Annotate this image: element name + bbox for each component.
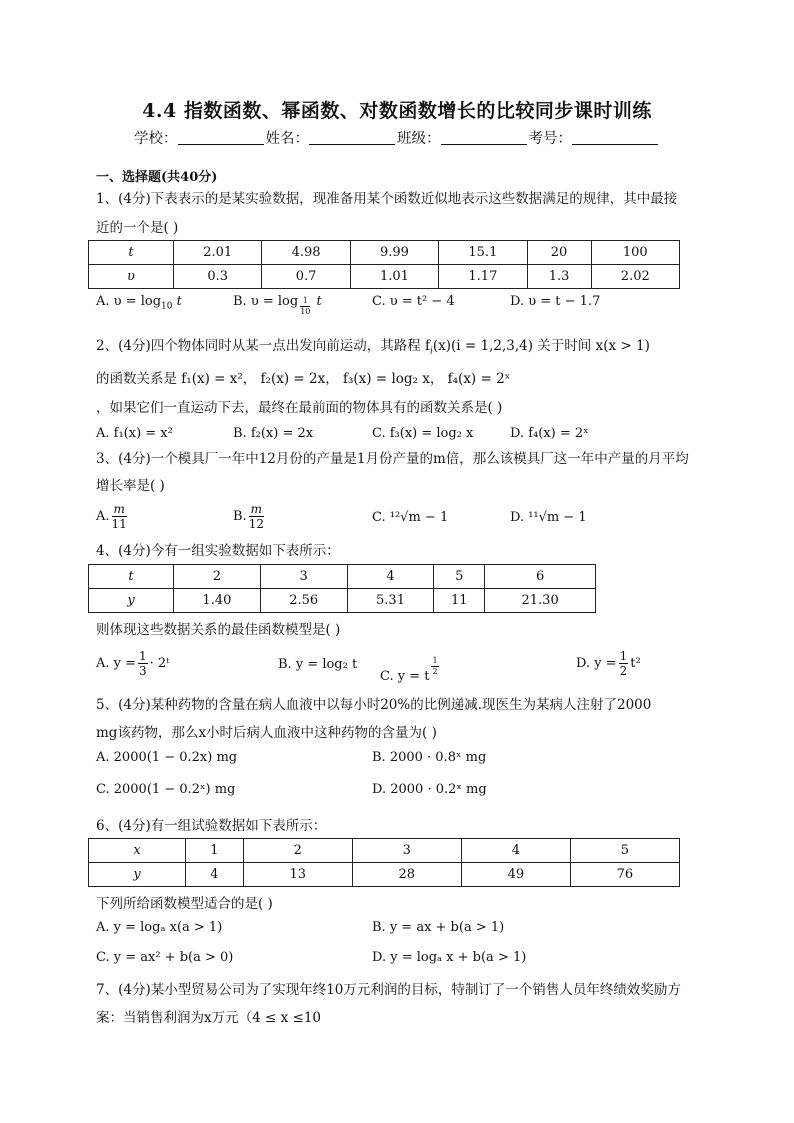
table-cell: 1 bbox=[186, 839, 244, 863]
q4-stem-line2: 则体现这些数据关系的最佳函数模型是( ) bbox=[96, 622, 341, 638]
q4-option-d[interactable]: D. y = $\frac{1}{2}$ t² bbox=[576, 649, 641, 678]
table-cell: 1.17 bbox=[439, 265, 527, 289]
table-cell: 2.01 bbox=[174, 241, 262, 265]
table-cell: 2.56 bbox=[260, 589, 347, 613]
table-cell: 49 bbox=[461, 863, 570, 887]
table-cell: 100 bbox=[591, 241, 679, 265]
q4-table bbox=[88, 564, 596, 613]
q1-stem-line1: 1、(4分)下表表示的是某实验数据，现准备用某个函数近似地表示这些数据满足的规律，其中最接 bbox=[96, 191, 678, 207]
table-cell: 5 bbox=[434, 565, 485, 589]
q6-option-c[interactable]: C. y = ax² + b(a > 0) bbox=[96, 950, 234, 965]
id-blank[interactable] bbox=[572, 130, 658, 145]
q3-option-b[interactable]: B. $\frac{m}{12}$ bbox=[233, 502, 264, 531]
table-cell: y bbox=[89, 589, 174, 613]
q3-stem-line2: 增长率是( ) bbox=[96, 478, 165, 494]
class-blank[interactable] bbox=[441, 130, 527, 145]
table-cell: 1.01 bbox=[350, 265, 438, 289]
q2-option-a[interactable]: A. f₁(x) = x² bbox=[96, 426, 173, 441]
school-blank[interactable] bbox=[178, 130, 264, 145]
table-cell: 76 bbox=[570, 863, 679, 887]
class-label: 班级： bbox=[397, 131, 441, 147]
table-cell: 9.99 bbox=[350, 241, 438, 265]
q2-stem-line3: ，如果它们一直运动下去，最终在最前面的物体具有的函数关系是( ) bbox=[96, 400, 503, 416]
table-cell: x bbox=[89, 839, 186, 863]
id-label: 考号： bbox=[528, 131, 572, 147]
q1-stem-line2: 近的一个是( ) bbox=[96, 220, 179, 236]
q6-option-d[interactable]: D. y = logₐ x + b(a > 1) bbox=[372, 950, 527, 965]
q3-option-a[interactable]: A. $\frac{m}{11}$ bbox=[96, 502, 127, 531]
table-row bbox=[89, 589, 596, 613]
q2-stem-line1: 2、(4分)四个物体同时从某一点出发向前运动，其路程 $f_i(x)(i = 1,2,3,4)$ 关于时间 x(x > 1) bbox=[96, 338, 650, 357]
table-cell: 3 bbox=[260, 565, 347, 589]
table-row bbox=[89, 863, 680, 887]
table-cell: 1.3 bbox=[527, 265, 591, 289]
q2-option-d[interactable]: D. f₄(x) = 2ˣ bbox=[510, 426, 589, 441]
table-cell: 0.3 bbox=[174, 265, 262, 289]
q1-table bbox=[88, 240, 680, 289]
q7-stem-line1: 7、(4分)某小型贸易公司为了实现年终10万元利润的目标，特制订了一个销售人员年终绩效奖励方 bbox=[96, 982, 681, 998]
table-cell: t bbox=[89, 241, 174, 265]
q5-option-c[interactable]: C. 2000(1 − 0.2ˣ) mg bbox=[96, 782, 236, 797]
q1-option-c[interactable]: C. υ = t² − 4 bbox=[372, 294, 455, 309]
table-row bbox=[89, 265, 680, 289]
table-cell: 11 bbox=[434, 589, 485, 613]
q4-stem-line1: 4、(4分)今有一组实验数据如下表所示： bbox=[96, 543, 340, 559]
table-cell: y bbox=[89, 863, 186, 887]
q5-option-b[interactable]: B. 2000 · 0.8ˣ mg bbox=[372, 750, 487, 765]
q7-stem-line2: 案：当销售利润为x万元（4 ≤ x ≤10 bbox=[96, 1010, 321, 1026]
q4-option-a[interactable]: A. y = $\frac{1}{3}$ · 2ᵗ bbox=[96, 649, 170, 678]
table-cell: 4 bbox=[347, 565, 434, 589]
section-heading: 一、选择题(共40分) bbox=[96, 170, 218, 185]
table-cell: t bbox=[89, 565, 174, 589]
school-label: 学校： bbox=[134, 131, 178, 147]
q5-stem-line1: 5、(4分)某种药物的含量在病人血液中以每小时20%的比例递减.现医生为某病人注射了2000 bbox=[96, 697, 652, 713]
table-cell: 1.40 bbox=[174, 589, 261, 613]
q2-option-b[interactable]: B. f₂(x) = 2x bbox=[233, 426, 314, 441]
q5-option-d[interactable]: D. 2000 · 0.2ˣ mg bbox=[372, 782, 487, 797]
table-cell: 20 bbox=[527, 241, 591, 265]
table-cell: υ bbox=[89, 265, 174, 289]
table-row bbox=[89, 565, 596, 589]
q3-option-d[interactable]: D. ¹¹√m − 1 bbox=[510, 510, 587, 525]
q6-stem-line2: 下列所给函数模型适合的是( ) bbox=[96, 896, 273, 912]
q5-option-a[interactable]: A. 2000(1 − 0.2x) mg bbox=[96, 750, 238, 765]
table-cell: 5 bbox=[570, 839, 679, 863]
q4-option-b[interactable]: B. y = log₂ t bbox=[278, 657, 358, 672]
q3-option-c[interactable]: C. ¹²√m − 1 bbox=[372, 510, 449, 525]
table-cell: 21.30 bbox=[485, 589, 596, 613]
q6-option-a[interactable]: A. y = logₐ x(a > 1) bbox=[96, 920, 223, 935]
q6-stem-line1: 6、(4分)有一组试验数据如下表所示： bbox=[96, 818, 327, 834]
table-cell: 4 bbox=[186, 863, 244, 887]
table-cell: 2.02 bbox=[591, 265, 679, 289]
q6-option-b[interactable]: B. y = ax + b(a > 1) bbox=[372, 920, 505, 935]
table-cell: 2 bbox=[174, 565, 261, 589]
q1-option-d[interactable]: D. υ = t − 1.7 bbox=[510, 294, 601, 309]
name-label: 姓名： bbox=[265, 131, 309, 147]
table-cell: 13 bbox=[243, 863, 352, 887]
q4-option-c[interactable]: C. y = t $\frac{1}{2}$ bbox=[380, 656, 438, 684]
q1-option-a[interactable]: A. $\upsilon = \log_{10} t$ bbox=[96, 294, 182, 312]
table-cell: 3 bbox=[352, 839, 461, 863]
page-title: 4.4 指数函数、幂函数、对数函数增长的比较同步课时训练 bbox=[142, 100, 652, 122]
table-cell: 5.31 bbox=[347, 589, 434, 613]
table-cell: 28 bbox=[352, 863, 461, 887]
student-info-line bbox=[0, 127, 794, 148]
q5-stem-line2: mg该药物，那么x小时后病人血液中这种药物的含量为( ) bbox=[96, 725, 437, 741]
q2-stem-line2: 的函数关系是 f₁(x) = x²， f₂(x) = 2x， f₃(x) = log₂ x， f₄(x) = 2ˣ bbox=[96, 371, 511, 387]
table-cell: 15.1 bbox=[439, 241, 527, 265]
q3-stem-line1: 3、(4分)一个模具厂一年中12月份的产量是1月份产量的m倍，那么该模具厂这一年中产量的月平均 bbox=[96, 451, 689, 467]
table-cell: 4.98 bbox=[262, 241, 350, 265]
table-cell: 0.7 bbox=[262, 265, 350, 289]
table-cell: 2 bbox=[243, 839, 352, 863]
name-blank[interactable] bbox=[309, 130, 395, 145]
q6-table bbox=[88, 838, 680, 887]
table-row bbox=[89, 839, 680, 863]
table-row bbox=[89, 241, 680, 265]
table-cell: 6 bbox=[485, 565, 596, 589]
q1-option-b[interactable]: B. υ = log $\frac{1}{10}$ t bbox=[233, 294, 322, 316]
q2-option-c[interactable]: C. f₃(x) = log₂ x bbox=[372, 426, 474, 441]
table-cell: 4 bbox=[461, 839, 570, 863]
